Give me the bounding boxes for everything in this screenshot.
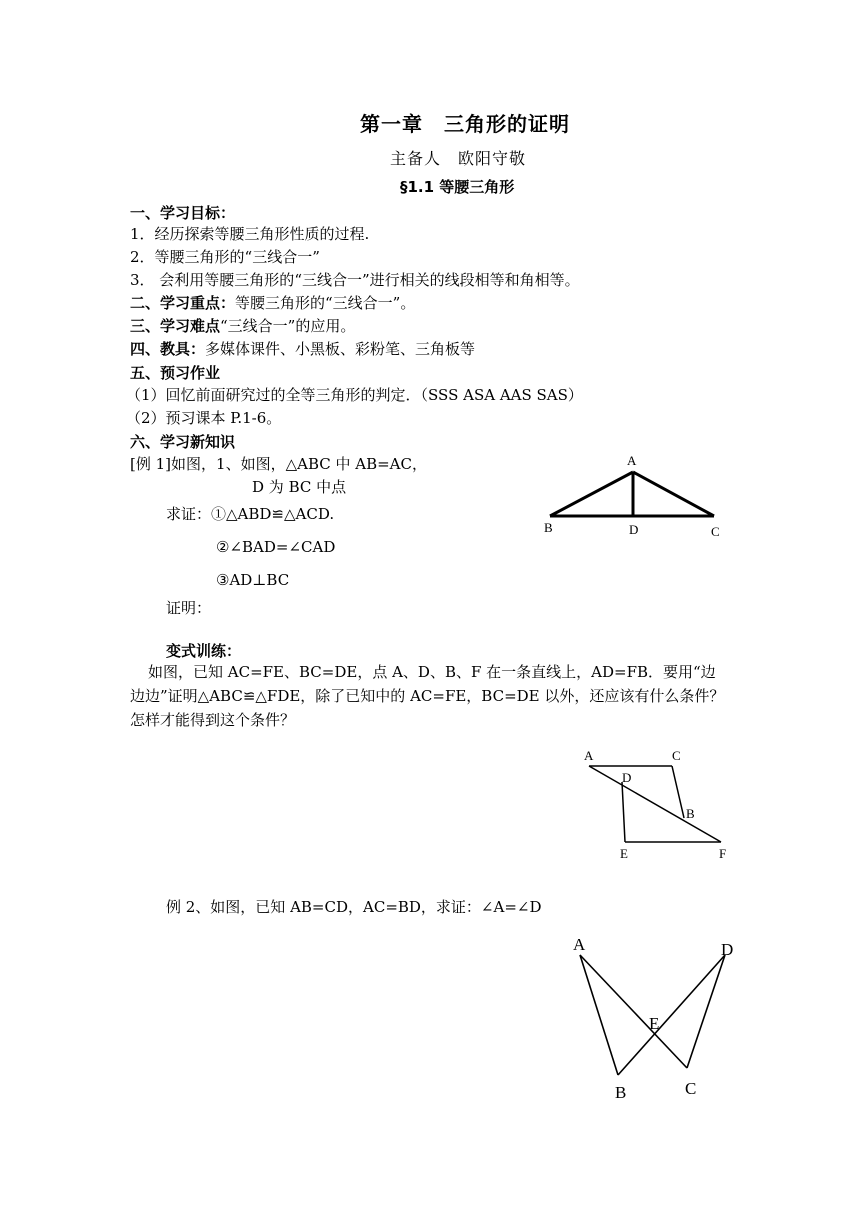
key-point-text: 等腰三角形的“三线合一”。 (235, 294, 416, 312)
label-b: B (686, 806, 695, 821)
segment-dc (687, 955, 725, 1068)
prep-item-1: （1）回忆前面研究过的全等三角形的判定．（SSS ASA AAS SAS） (126, 386, 583, 404)
tools-label: 四、教具： (130, 340, 206, 358)
example2-text: 例 2、如图，已知 AB=CD，AC=BD，求证：∠A=∠D (166, 898, 542, 916)
figure-triangles-abc-fde (575, 742, 740, 864)
section-title: §1.1 等腰三角形 (400, 178, 515, 196)
example1-line2: D 为 BC 中点 (252, 478, 347, 496)
prep-heading: 五、预习作业 (130, 364, 221, 382)
example1-line1 (130, 454, 427, 474)
segment-db (618, 955, 725, 1075)
example1-text: 如图，1、如图，△ABC 中 AB=AC， (171, 455, 427, 473)
goal-3: 3． 会利用等腰三角形的“三线合一”进行相关的线段相等和角相等。 (130, 271, 580, 289)
label-e: E (620, 846, 628, 861)
prep-item-2: （2）预习课本 P.1-6。 (126, 409, 282, 427)
segment-ab (550, 472, 633, 516)
variant-heading: 变式训练： (166, 642, 242, 660)
figure-triangle-abc (530, 448, 740, 544)
label-a: A (627, 453, 637, 468)
label-f: F (719, 846, 727, 861)
label-a: A (573, 935, 586, 954)
page-title: 第一章 三角形的证明 (360, 112, 570, 136)
author-line: 主备人 欧阳守敬 (390, 149, 527, 168)
segment-de (622, 782, 625, 842)
goal-1: 1．经历探索等腰三角形性质的过程. (130, 225, 370, 243)
label-d: D (721, 940, 734, 959)
label-c: C (685, 1079, 697, 1098)
label-e: E (649, 1014, 660, 1033)
key-point-line (130, 293, 415, 313)
difficulty-line (130, 316, 355, 336)
label-c: C (711, 524, 720, 539)
prove-item-1: ①△ABD≌△ACD. (211, 505, 335, 523)
segment-ab (580, 955, 618, 1075)
label-a: A (584, 748, 594, 763)
label-d: D (622, 770, 632, 785)
variant-text: 如图，已知 AC=FE、BC=DE，点 A、D、B、F 在一条直线上，AD=FB．要用“边边边”证明△ABC≌△FDE，除了已知中的 AC=FE，BC=DE 以外，还应该有什么条件？怎样才能得到这个条件？ (130, 663, 725, 729)
proof-label: 证明： (166, 599, 212, 617)
label-c: C (672, 748, 681, 763)
segment-ac (580, 955, 687, 1068)
goals-heading: 一、学习目标： (130, 204, 236, 222)
segment-ac (633, 472, 714, 516)
label-b: B (615, 1083, 627, 1102)
line-af (589, 766, 721, 842)
new-knowledge-heading: 六、学习新知识 (130, 433, 236, 451)
goal-2: 2．等腰三角形的“三线合一” (130, 248, 320, 266)
prove-label: 求证： (166, 505, 212, 523)
tools-text: 多媒体课件、小黑板、彩粉笔、三角板等 (205, 340, 476, 358)
example1-label: [例 1] (130, 455, 172, 473)
example1-prove-line (166, 504, 334, 524)
figure-bowtie (565, 930, 745, 1105)
tools-line (130, 339, 475, 359)
label-d: D (629, 522, 639, 537)
prove-item-3: ③AD⊥BC (216, 571, 290, 589)
difficulty-text: “三线合一”的应用。 (220, 317, 356, 335)
prove-item-2: ②∠BAD=∠CAD (216, 538, 336, 556)
segment-cb (672, 766, 684, 818)
key-point-label: 二、学习重点： (130, 294, 236, 312)
label-b: B (544, 520, 553, 535)
difficulty-label: 三、学习难点 (130, 317, 221, 335)
